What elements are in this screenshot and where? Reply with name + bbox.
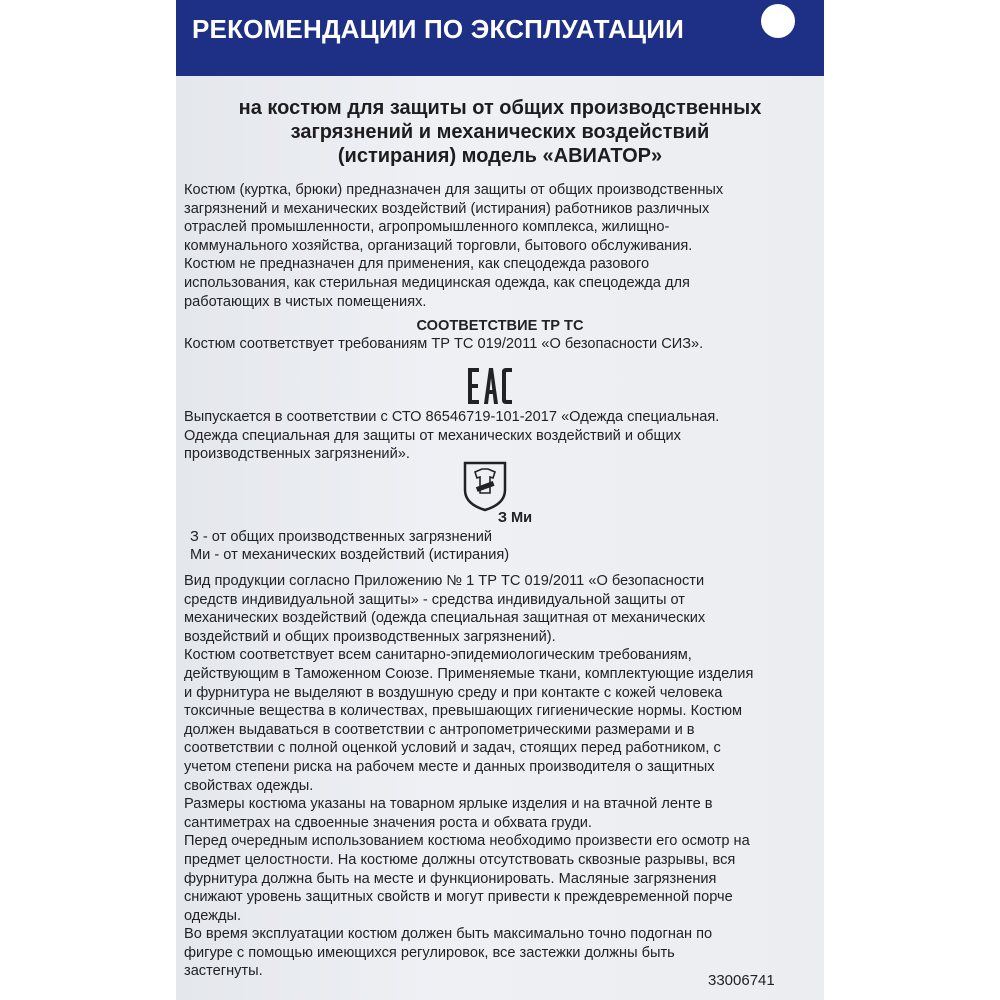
intro-paragraph (184, 181, 804, 311)
text-line: застегнуты. (184, 963, 263, 980)
text-line: коммунального хозяйства, организаций торговли, бытового обслуживания. (184, 237, 693, 254)
subtitle (176, 96, 824, 168)
text-line: токсичные вещества в количествах, превышающих гигиенические нормы. Костюм (184, 703, 742, 720)
text-line: Костюм не предназначен для применения, как спецодежда разового (184, 256, 650, 273)
text-line: предмет целостности. На костюме должны отсутствовать сквозные разрывы, вся (184, 851, 736, 868)
text-line: соответствии с полной оценкой условий и задач, стоящих перед работником, с (184, 740, 721, 757)
text-line: учетом степени риска на рабочем месте и данных производителя о защитных (184, 758, 715, 775)
instruction-card (176, 0, 824, 1000)
article-number: 33006741 (708, 972, 775, 989)
text-line: свойствах одежды. (184, 777, 314, 794)
text-line: работающих в чистых помещениях. (184, 293, 427, 310)
text-line: механических воздействий (одежда специальная защитная от механических (184, 610, 706, 627)
text-line: Вид продукции согласно Приложению № 1 ТР ТС 019/2011 «О безопасности (184, 573, 705, 589)
body-text (184, 572, 804, 981)
text-line: Выпускается в соответствии с СТО 86546719-101-2017 «Одежда специальная. (184, 409, 720, 425)
text-line: средств индивидуальной защиты» - средства индивидуальной защиты от (184, 591, 685, 608)
protective-clothing-shield-icon (462, 460, 508, 512)
subtitle-line: (истирания) модель «АВИАТОР» (337, 145, 663, 167)
header-band (176, 0, 824, 76)
subtitle-line: на костюм для защиты от общих производственных (238, 97, 762, 119)
text-line: Во время эксплуатации костюм должен быть максимально точно подогнан по (184, 926, 713, 943)
text-line: сантиметрах на сдвоенные значения роста и обхвата груди. (184, 814, 592, 831)
text-line: использования, как стерильная медицинская одежда, как спецодежда для (184, 274, 690, 291)
text-line: фурнитура должна быть на месте и функционировать. Масляные загрязнения (184, 870, 717, 887)
text-line: фигуре с помощью имеющихся регулировок, все застежки должны быть (184, 944, 675, 961)
compliance-text (184, 335, 804, 354)
text-line: отраслей промышленности, агропромышленного комплекса, жилищно- (184, 219, 670, 236)
legend-item: Ми - от механических воздействий (истирания) (190, 547, 510, 563)
eac-mark-icon (468, 366, 512, 406)
standard-paragraph (184, 408, 804, 464)
legend-item: З - от общих производственных загрязнений (190, 529, 493, 545)
text-line: загрязнений и механических воздействий (истирания) работников различных (184, 200, 710, 217)
text-line: производственных загрязнений». (184, 446, 410, 463)
subtitle-line: загрязнений и механических воздействий (290, 121, 710, 143)
punch-hole (761, 4, 795, 38)
text-line: должен выдаваться в соответствии с антропометрическими размерами и в (184, 721, 695, 738)
text-line: воздействий и общих производственных загрязнений). (184, 628, 556, 645)
text-line: действующим в Таможенном Союзе. Применяемые ткани, комплектующие изделия (184, 665, 754, 682)
text-line: одежды. (184, 907, 242, 924)
text-line: Костюм (куртка, брюки) предназначен для защиты от общих производственных (184, 182, 724, 198)
protection-legend (190, 528, 509, 564)
page-title: РЕКОМЕНДАЦИИ ПО ЭКСПЛУАТАЦИИ (192, 14, 684, 44)
protection-code: З Ми (497, 510, 533, 526)
compliance-heading: СООТВЕТСТВИЕ ТР ТС (416, 318, 584, 334)
text-line: Перед очередным использованием костюма необходимо произвести его осмотр на (184, 833, 750, 850)
text-line: Костюм соответствует требованиям ТР ТС 019/2011 «О безопасности СИЗ». (184, 336, 704, 352)
text-line: Одежда специальная для защиты от механических воздействий и общих (184, 427, 681, 444)
text-line: Костюм соответствует всем санитарно-эпидемиологическим требованиям, (184, 647, 692, 664)
text-line: Размеры костюма указаны на товарном ярлыке изделия и на втачной ленте в (184, 796, 713, 813)
text-line: снижают уровень защитных свойств и могут привести к преждевременной порче (184, 889, 733, 906)
text-line: и фурнитура не выделяют в воздушную среду и при контакте с кожей человека (184, 684, 723, 701)
